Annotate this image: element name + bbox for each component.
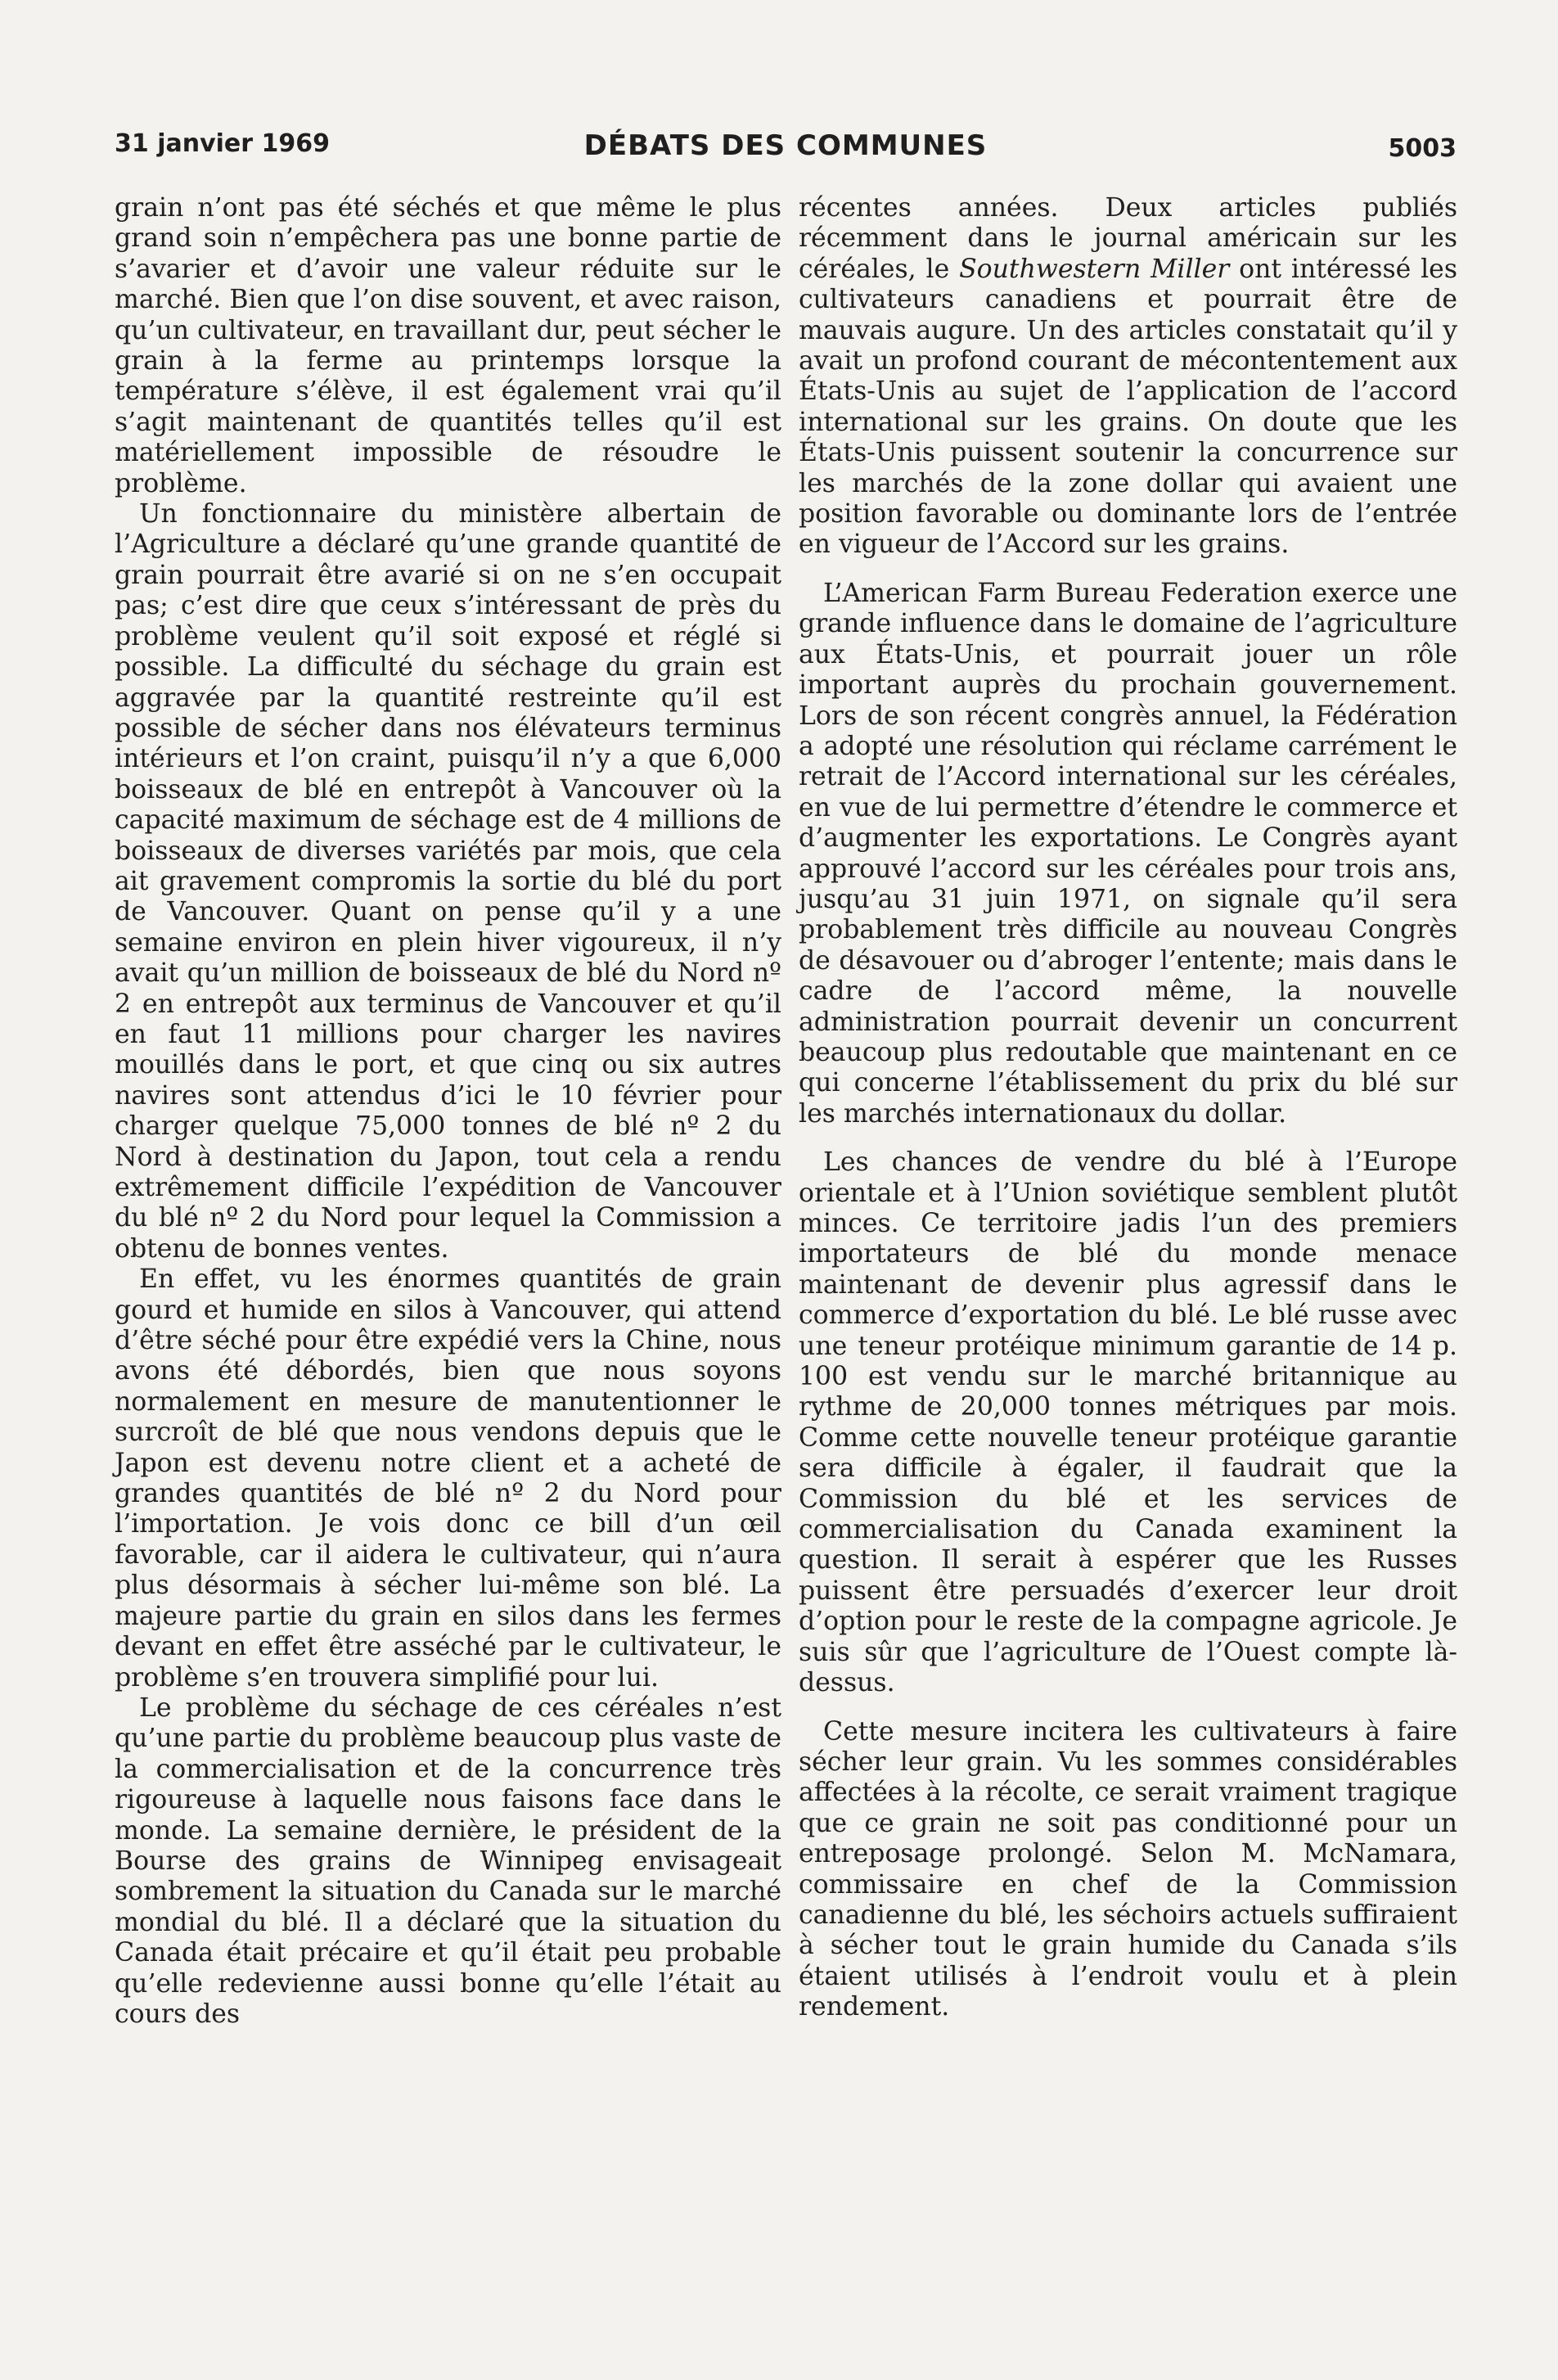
right-paragraph-3: Les chances de vendre du blé à l’Europe orientale et à l’Union soviétique semblent plutôt minces. Ce territoire jadis l’un des premiers importateurs de blé du monde menace maintenant de devenir plus agressif dans le commerce d’exportation du blé. Le blé russe avec une teneur protéique minimum garantie de 14 p. 100 est vendu sur le marché britannique au rythme de 20,000 tonnes métriques par mois. Comme cette nouvelle teneur protéique garantie sera difficile à égaler, il faudrait que la Commission du blé et les services de commercialisation du Canada examinent la question. Il serait à espérer que les Russes puissent être persuadés d’exercer leur droit d’option pour le reste de la compagne agricole. Je suis sûr que l’agriculture de l’Ouest compte là-dessus. [799, 1147, 1457, 1698]
left-paragraph-4: Le problème du séchage de ces céréales n’est qu’une partie du problème beaucoup plus vaste de la commercialisation et de la concurrence très rigoureuse à laquelle nous faisons face dans le monde. La semaine dernière, le président de la Bourse des grains de Winnipeg envisageait sombrement la situation du Canada sur le marché mondial du blé. Il a déclaré que la situation du Canada était précaire et qu’il était peu probable qu’elle redevienne aussi bonne qu’elle l’était au cours des [115, 1693, 781, 2029]
left-column [115, 193, 781, 2030]
left-paragraph-2: Un fonctionnaire du ministère albertain de l’Agriculture a déclaré qu’une grande quantité de grain pourrait être avarié si on ne s’en occupait pas; c’est dire que ceux s’intéressant de près du problème veulent qu’il soit exposé et réglé si possible. La difficulté du séchage du grain est aggravée par la quantité restreinte qu’il est possible de sécher dans nos élévateurs terminus intérieurs et l’on craint, puisqu’il n’y a que 6,000 boisseaux de blé en entrepôt à Vancouver où la capacité maximum de séchage est de 4 millions de boisseaux de diverses variétés par mois, que cela ait gravement compromis la sortie du blé du port de Vancouver. Quant on pense qu’il y a une semaine environ en plein hiver vigoureux, il n’y avait qu’un million de boisseaux de blé du Nord nº 2 en entrepôt aux terminus de Vancouver et qu’il en faut 11 millions pour charger les navires mouillés dans le port, et que cinq ou six autres navires sont attendus d’ici le 10 février pour charger quelque 75,000 tonnes de blé nº 2 du Nord à destination du Japon, tout cela a rendu extrêmement difficile l’expédition de Vancouver du blé nº 2 du Nord pour lequel la Commission a obtenu de bonnes ventes. [115, 499, 781, 1264]
header-title: DÉBATS DES COMMUNES [583, 129, 988, 162]
right-column [799, 193, 1457, 2023]
right-paragraph-1 [799, 193, 1457, 561]
header-page-number: 5003 [1388, 134, 1457, 163]
left-paragraph-3: En effet, vu les énormes quantités de grain gourd et humide en silos à Vancouver, qui attend d’être séché pour être expédié vers la Chine, nous avons été débordés, bien que nous soyons normalement en mesure de manutentionner le surcroît de blé que nous vendons depuis que le Japon est devenu notre client et a acheté de grandes quantités de blé nº 2 du Nord pour l’importation. Je vois donc ce bill d’un œil favorable, car il aidera le cultivateur, qui n’aura plus désormais à sécher lui-même son blé. La majeure partie du grain en silos dans les fermes devant en effet être asséché par le cultivateur, le problème s’en trouvera simplifié pour lui. [115, 1264, 781, 1693]
right-paragraph-4: Cette mesure incitera les cultivateurs à faire sécher leur grain. Vu les sommes considérables affectées à la récolte, ce serait vraiment tragique que ce grain ne soit pas conditionné pour un entreposage prolongé. Selon M. McNamara, commissaire en chef de la Commission canadienne du blé, les séchoirs actuels suffiraient à sécher tout le grain humide du Canada s’ils étaient utilisés à l’endroit voulu et à plein rendement. [799, 1716, 1457, 2022]
header-date: 31 janvier 1969 [115, 129, 330, 158]
right-paragraph-2: L’American Farm Bureau Federation exerce une grande influence dans le domaine de l’agriculture aux États-Unis, et pourrait jouer un rôle important auprès du prochain gouvernement. Lors de son récent congrès annuel, la Fédération a adopté une résolution qui réclame carrément le retrait de l’Accord international sur les céréales, en vue de lui permettre d’étendre le commerce et d’augmenter les exportations. Le Congrès ayant approuvé l’accord sur les céréales pour trois ans, jusqu’au 31 juin 1971, on signale qu’il sera probablement très difficile au nouveau Congrès de désavouer ou d’abroger l’entente; mais dans le cadre de l’accord même, la nouvelle administration pourrait devenir un concurrent beaucoup plus redoutable que maintenant en ce qui concerne l’établissement du prix du blé sur les marchés internationaux du dollar. [799, 578, 1457, 1129]
right-paragraph-1-text-b: ont intéressé les cultivateurs canadiens et pourrait être de mauvais augure. Un des articles constatait qu’il y avait un profond courant de mécontentement aux États-Unis au sujet de l’application de l’accord international sur les grains. On doute que les États-Unis puissent soutenir la concurrence sur les marchés de la zone dollar qui avaient une position favorable ou dominante lors de l’entrée en vigueur de l’Accord sur les grains. [799, 254, 1457, 560]
right-paragraph-1-text-a: récentes années. Deux articles publiés récemment dans le journal américain sur les céréales, le [799, 193, 1457, 284]
page-header [115, 129, 1457, 170]
left-paragraph-1: grain n’ont pas été séchés et que même le plus grand soin n’empêchera pas une bonne partie de s’avarier et d’avoir une valeur réduite sur le marché. Bien que l’on dise souvent, et avec raison, qu’un cultivateur, en travaillant dur, peut sécher le grain à la ferme au printemps lorsque la température s’élève, il est également vrai qu’il s’agit maintenant de quantités telles qu’il est matériellement impossible de résoudre le problème. [115, 193, 781, 498]
publication-name: Southwestern Miller [959, 254, 1230, 284]
